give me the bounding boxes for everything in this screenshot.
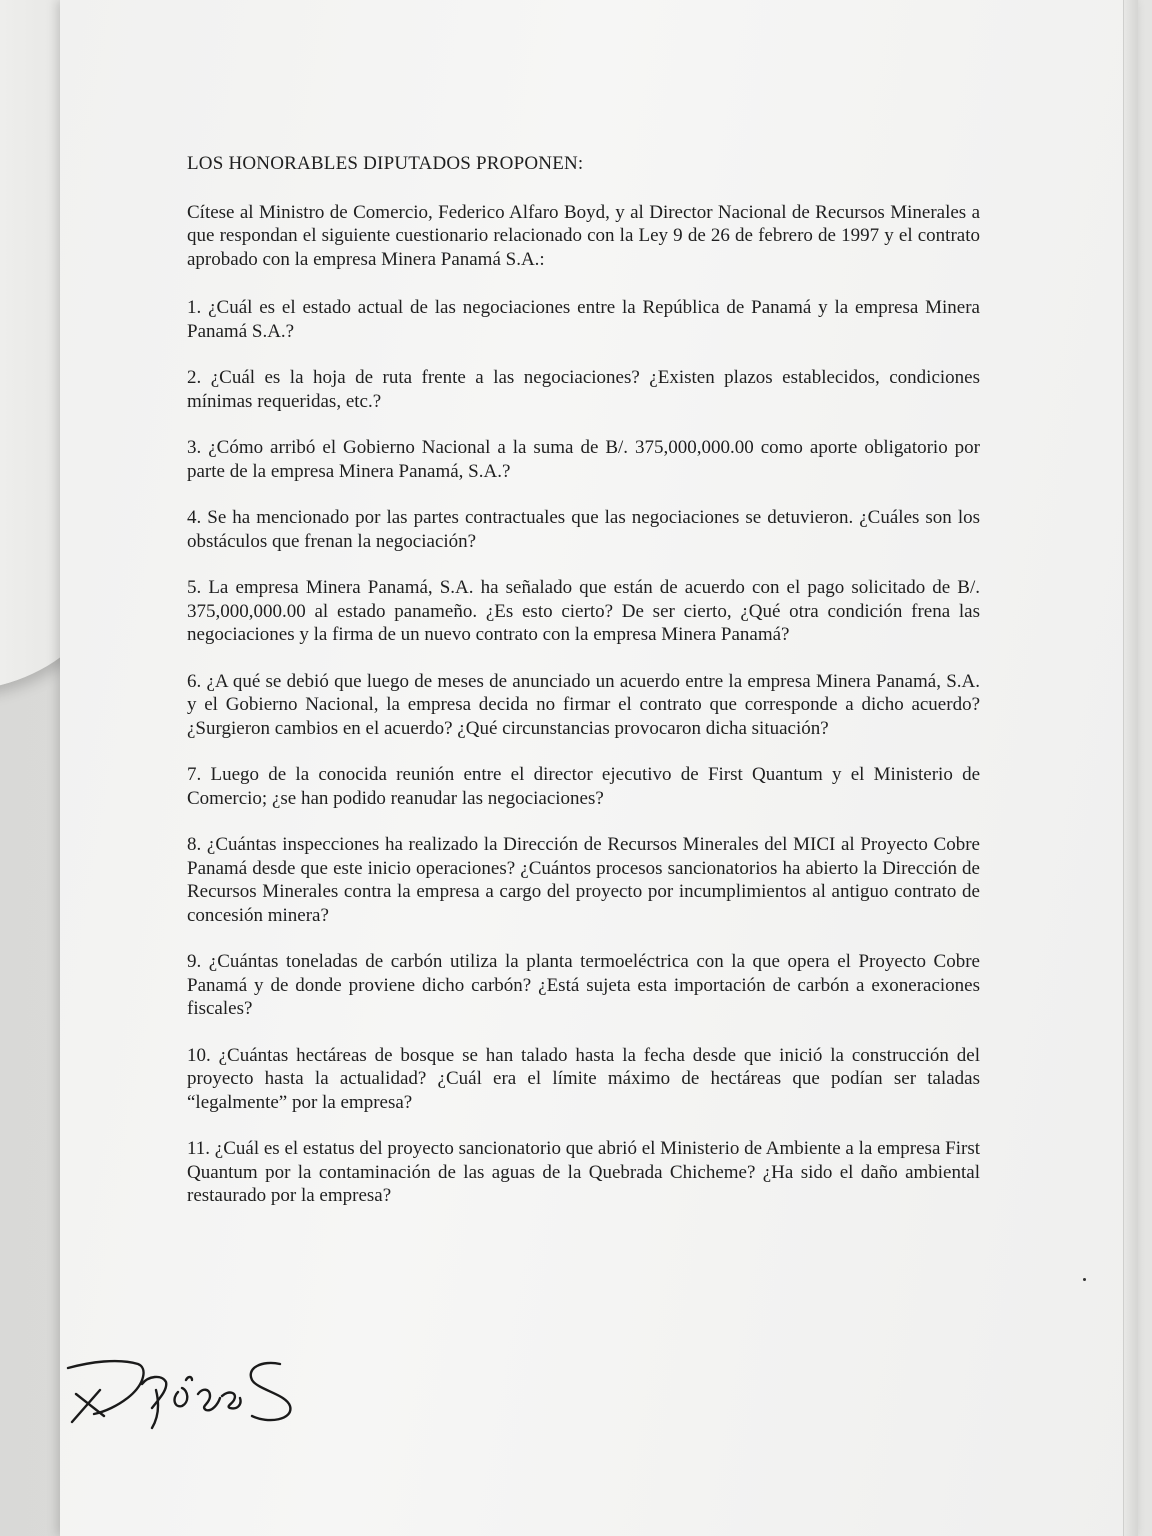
- question-11: 11. ¿Cuál es el estatus del proyecto sancionatorio que abrió el Ministerio de Ambiente a la empresa First Quantum por la contaminación de las aguas de la Quebrada Chicheme? ¿Ha sido el daño ambiental restaurado por la empresa?: [187, 1138, 980, 1206]
- question-1: 1. ¿Cuál es el estado actual de las negociaciones entre la República de Panamá y la empresa Minera Panamá S.A.?: [187, 297, 980, 342]
- intro-paragraph: Cítese al Ministro de Comercio, Federico Alfaro Boyd, y al Director Nacional de Recursos Minerales a que respondan el siguiente cuestionario relacionado con la Ley 9 de 26 de febrero de 1997 y el contrato aprobado con la empresa Minera Panamá S.A.:: [187, 201, 980, 270]
- ink-dot: [1083, 1278, 1086, 1281]
- question-3: 3. ¿Cómo arribó el Gobierno Nacional a la suma de B/. 375,000,000.00 como aporte obligatorio por parte de la empresa Minera Panamá, S.A.?: [187, 437, 980, 482]
- question-7: 7. Luego de la conocida reunión entre el director ejecutivo de First Quantum y el Ministerio de Comercio; ¿se han podido reanudar las negociaciones?: [187, 764, 980, 809]
- question-5: 5. La empresa Minera Panamá, S.A. ha señalado que están de acuerdo con el pago solicitado de B/. 375,000,000.00 al estado panameño. ¿Es esto cierto? De ser cierto, ¿Qué otra condición frena las negociaciones y la firma de un nuevo contrato con la empresa Minera Panamá?: [187, 577, 980, 645]
- question-2: 2. ¿Cuál es la hoja de ruta frente a las negociaciones? ¿Existen plazos establecidos, condiciones mínimas requeridas, etc.?: [187, 367, 980, 412]
- document-heading: LOS HONORABLES DIPUTADOS PROPONEN:: [187, 153, 584, 174]
- question-9: 9. ¿Cuántas toneladas de carbón utiliza la planta termoeléctrica con la que opera el Proyecto Cobre Panamá y de donde proviene dicho carbón? ¿Está sujeta esta importación de carbón a exoneraciones fiscales?: [187, 951, 980, 1019]
- question-6: 6. ¿A qué se debió que luego de meses de anunciado un acuerdo entre la empresa Minera Panamá, S.A. y el Gobierno Nacional, la empresa decida no firmar el contrato que corresponde a dicho acuerdo? ¿Surgieron cambios en el acuerdo? ¿Qué circunstancias provocaron dicha situación?: [187, 670, 980, 739]
- question-8: 8. ¿Cuántas inspecciones ha realizado la Dirección de Recursos Minerales del MICI al Proyecto Cobre Panamá desde que este inicio operaciones? ¿Cuántos procesos sancionatorios ha abierto la Dirección de Recursos Minerales contra la empresa a cargo del proyecto por incumplimientos al antiguo contrato de concesión minera?: [187, 834, 980, 926]
- page-stack-edge: [1123, 0, 1138, 1536]
- question-10: 10. ¿Cuántas hectáreas de bosque se han talado hasta la fecha desde que inició la construcción del proyecto hasta la actualidad? ¿Cuál era el límite máximo de hectáreas que podían ser taladas “legalmente” por la empresa?: [187, 1044, 980, 1113]
- document-body: [187, 152, 980, 1231]
- question-4: 4. Se ha mencionado por las partes contractuales que las negociaciones se detuvieron. ¿Cuáles son los obstáculos que frenan la negociación?: [187, 507, 980, 552]
- handwritten-signature: [60, 1350, 350, 1435]
